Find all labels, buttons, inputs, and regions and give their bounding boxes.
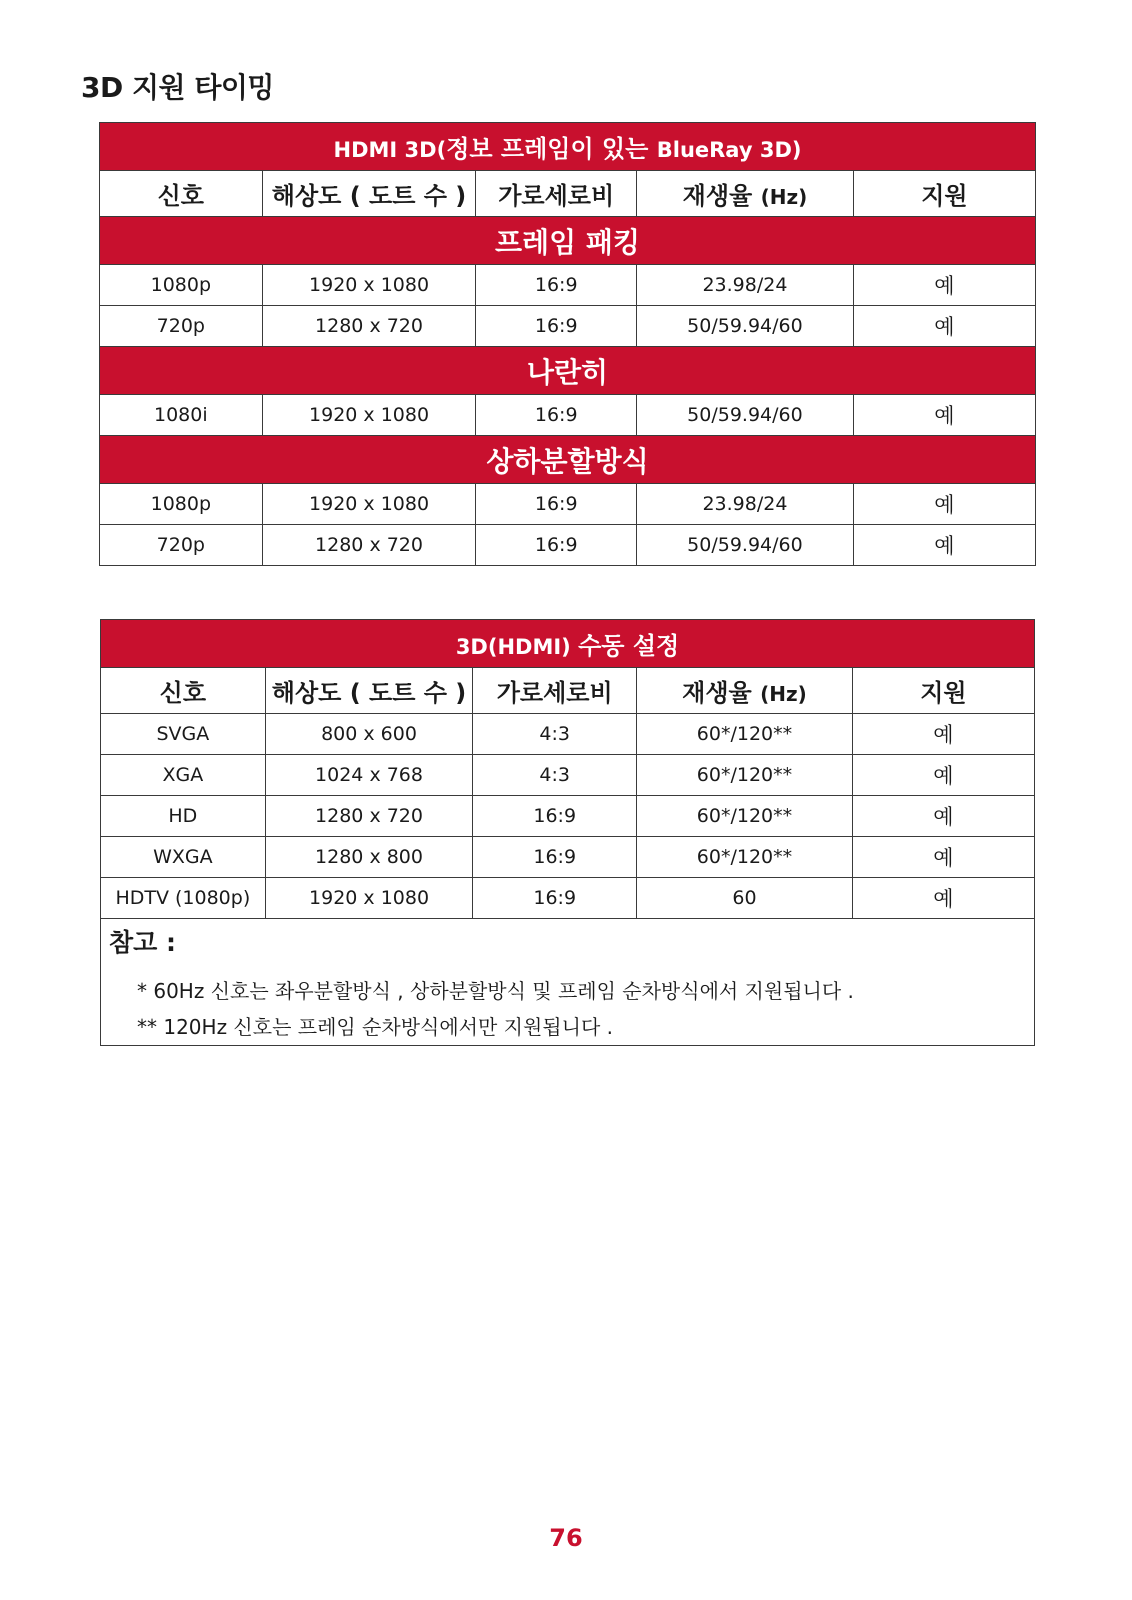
refresh-rate-cell: 23.98/24 (637, 265, 854, 306)
table-title-row (100, 123, 1036, 171)
hdmi-3d-timing-table (99, 122, 1036, 566)
table-row (101, 796, 1035, 837)
resolution-cell: 1920 x 1080 (262, 395, 476, 436)
refresh-rate-cell: 60*/120** (637, 755, 853, 796)
support-cell: 예 (852, 878, 1034, 919)
refresh-rate-cell: 23.98/24 (637, 484, 854, 525)
table-row (100, 525, 1036, 566)
resolution-cell: 1280 x 800 (265, 837, 473, 878)
aspect-ratio-cell: 4:3 (473, 714, 637, 755)
resolution-cell: 800 x 600 (265, 714, 473, 755)
signal-cell: 1080p (100, 484, 263, 525)
aspect-ratio-cell: 16:9 (476, 484, 637, 525)
support-cell: 예 (852, 837, 1034, 878)
table-row (100, 484, 1036, 525)
aspect-ratio-cell: 16:9 (473, 796, 637, 837)
signal-cell: XGA (101, 755, 266, 796)
refresh-rate-cell: 50/59.94/60 (637, 395, 854, 436)
col-header-support: 지원 (852, 668, 1034, 714)
aspect-ratio-cell: 16:9 (476, 306, 637, 347)
table-row (101, 878, 1035, 919)
support-cell: 예 (853, 395, 1035, 436)
note-cell (101, 919, 1035, 1046)
resolution-cell: 1280 x 720 (262, 306, 476, 347)
refresh-rate-cell: 50/59.94/60 (637, 525, 854, 566)
table-row (101, 837, 1035, 878)
section-header-row (100, 217, 1036, 265)
section-header-row (100, 436, 1036, 484)
page-title: 3D 지원 타이밍 (81, 71, 274, 104)
section-title: 프레임 패킹 (100, 217, 1036, 265)
col-header-aspect-ratio: 가로세로비 (473, 668, 637, 714)
col-header-signal: 신호 (100, 171, 263, 217)
table-title-row (101, 620, 1035, 668)
page-number: 76 (549, 1524, 583, 1552)
signal-cell: 1080i (100, 395, 263, 436)
table-row (100, 265, 1036, 306)
section-header-row (100, 347, 1036, 395)
aspect-ratio-cell: 16:9 (473, 878, 637, 919)
resolution-cell: 1280 x 720 (265, 796, 473, 837)
support-cell: 예 (853, 525, 1035, 566)
table-row (100, 395, 1036, 436)
col-header-refresh-rate: 재생율 (Hz) (637, 668, 853, 714)
table-row (101, 714, 1035, 755)
table-header-row (101, 668, 1035, 714)
note-line: ** 120Hz 신호는 프레임 순차방식에서만 지원됩니다 . (137, 1015, 613, 1039)
resolution-cell: 1920 x 1080 (262, 265, 476, 306)
aspect-ratio-cell: 16:9 (476, 395, 637, 436)
support-cell: 예 (853, 484, 1035, 525)
resolution-cell: 1920 x 1080 (265, 878, 473, 919)
support-cell: 예 (853, 306, 1035, 347)
refresh-rate-cell: 60*/120** (637, 796, 853, 837)
section-title: 나란히 (100, 347, 1036, 395)
aspect-ratio-cell: 16:9 (476, 525, 637, 566)
signal-cell: 720p (100, 525, 263, 566)
signal-cell: WXGA (101, 837, 266, 878)
note-label: 참고 : (109, 928, 177, 957)
table-header-row (100, 171, 1036, 217)
manual-3d-setting-table (100, 619, 1035, 1046)
section-title: 상하분할방식 (100, 436, 1036, 484)
col-header-signal: 신호 (101, 668, 266, 714)
signal-cell: 720p (100, 306, 263, 347)
col-header-resolution: 해상도 ( 도트 수 ) (265, 668, 473, 714)
refresh-rate-cell: 60 (637, 878, 853, 919)
note-row (101, 919, 1035, 1046)
table-title: HDMI 3D(정보 프레임이 있는 BlueRay 3D) (100, 123, 1036, 171)
signal-cell: 1080p (100, 265, 263, 306)
col-header-aspect-ratio: 가로세로비 (476, 171, 637, 217)
col-header-refresh-rate: 재생율 (Hz) (637, 171, 854, 217)
refresh-rate-cell: 60*/120** (637, 837, 853, 878)
aspect-ratio-cell: 4:3 (473, 755, 637, 796)
refresh-rate-cell: 50/59.94/60 (637, 306, 854, 347)
support-cell: 예 (853, 265, 1035, 306)
support-cell: 예 (852, 755, 1034, 796)
support-cell: 예 (852, 714, 1034, 755)
col-header-support: 지원 (853, 171, 1035, 217)
signal-cell: SVGA (101, 714, 266, 755)
refresh-rate-cell: 60*/120** (637, 714, 853, 755)
support-cell: 예 (852, 796, 1034, 837)
signal-cell: HD (101, 796, 266, 837)
aspect-ratio-cell: 16:9 (476, 265, 637, 306)
table-title: 3D(HDMI) 수동 설정 (101, 620, 1035, 668)
table-row (100, 306, 1036, 347)
table-row (101, 755, 1035, 796)
note-line: * 60Hz 신호는 좌우분할방식 , 상하분할방식 및 프레임 순차방식에서 지원됩니다 . (137, 979, 854, 1003)
resolution-cell: 1920 x 1080 (262, 484, 476, 525)
aspect-ratio-cell: 16:9 (473, 837, 637, 878)
resolution-cell: 1024 x 768 (265, 755, 473, 796)
col-header-resolution: 해상도 ( 도트 수 ) (262, 171, 476, 217)
resolution-cell: 1280 x 720 (262, 525, 476, 566)
signal-cell: HDTV (1080p) (101, 878, 266, 919)
